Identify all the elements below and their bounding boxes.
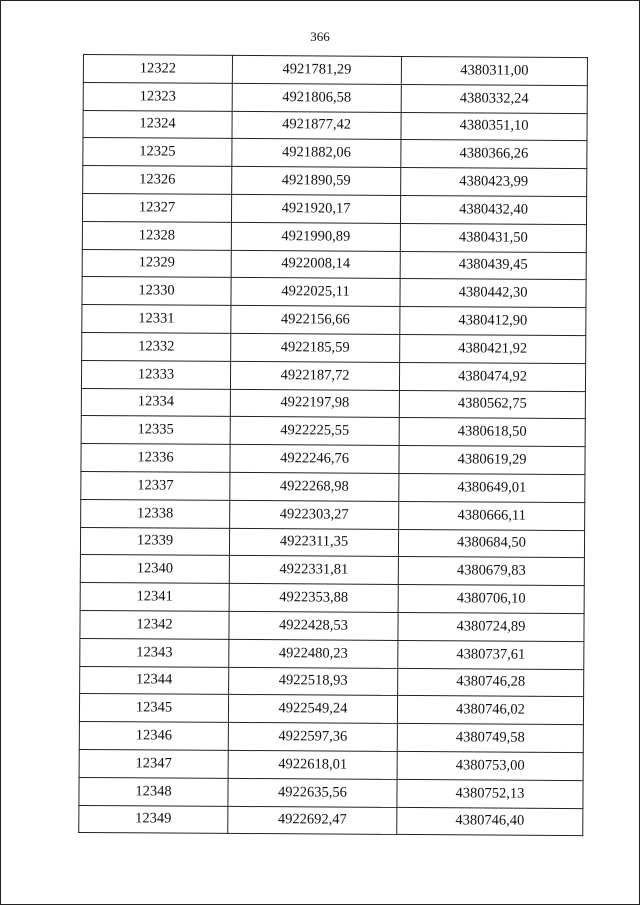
- point-number-cell: 12342: [80, 610, 229, 639]
- point-number-cell: 12328: [82, 221, 231, 250]
- x-coordinate-cell: 4922197,98: [230, 389, 399, 418]
- point-number-cell: 12340: [80, 555, 229, 584]
- y-coordinate-cell: 4380439,45: [400, 251, 586, 280]
- y-coordinate-cell: 4380618,50: [399, 418, 585, 447]
- table-row: [79, 694, 583, 725]
- y-coordinate-cell: 4380752,13: [397, 779, 583, 808]
- table-row: [82, 305, 586, 336]
- x-coordinate-cell: 4922692,47: [228, 806, 397, 835]
- table-row: [81, 444, 585, 475]
- y-coordinate-cell: 4380421,92: [400, 334, 586, 363]
- table-row: [80, 638, 584, 669]
- table-row: [80, 666, 584, 697]
- point-number-cell: 12346: [79, 722, 228, 751]
- y-coordinate-cell: 4380412,90: [400, 307, 586, 336]
- table-row: [83, 82, 587, 113]
- x-coordinate-cell: 4922268,98: [230, 472, 399, 501]
- point-number-cell: 12344: [80, 666, 229, 695]
- x-coordinate-cell: 4922156,66: [231, 306, 400, 335]
- table-row: [80, 610, 584, 641]
- point-number-cell: 12339: [80, 527, 229, 556]
- x-coordinate-cell: 4922311,35: [229, 528, 398, 557]
- point-number-cell: 12337: [81, 471, 230, 500]
- coordinates-table-body: [79, 55, 588, 836]
- table-row: [81, 388, 585, 419]
- y-coordinate-cell: 4380619,29: [399, 446, 585, 475]
- y-coordinate-cell: 4380746,02: [397, 696, 583, 725]
- x-coordinate-cell: 4921990,89: [231, 222, 400, 251]
- y-coordinate-cell: 4380679,83: [398, 557, 584, 586]
- y-coordinate-cell: 4380737,61: [398, 640, 584, 669]
- point-number-cell: 12341: [80, 583, 229, 612]
- y-coordinate-cell: 4380649,01: [399, 473, 585, 502]
- x-coordinate-cell: 4922331,81: [229, 556, 398, 585]
- x-coordinate-cell: 4921882,06: [232, 139, 401, 168]
- x-coordinate-cell: 4921877,42: [232, 111, 401, 140]
- y-coordinate-cell: 4380366,26: [401, 140, 587, 169]
- y-coordinate-cell: 4380442,30: [400, 279, 586, 308]
- point-number-cell: 12347: [79, 749, 228, 778]
- table-row: [81, 499, 585, 530]
- x-coordinate-cell: 4922353,88: [229, 584, 398, 613]
- y-coordinate-cell: 4380562,75: [399, 390, 585, 419]
- table-row: [82, 221, 586, 252]
- x-coordinate-cell: 4922549,24: [228, 695, 397, 724]
- y-coordinate-cell: 4380351,10: [401, 112, 587, 141]
- y-coordinate-cell: 4380684,50: [398, 529, 584, 558]
- point-number-cell: 12345: [79, 694, 228, 723]
- x-coordinate-cell: 4922246,76: [230, 445, 399, 474]
- x-coordinate-cell: 4922618,01: [228, 750, 397, 779]
- y-coordinate-cell: 4380332,24: [401, 84, 587, 113]
- x-coordinate-cell: 4921890,59: [232, 167, 401, 196]
- table-row: [83, 138, 587, 169]
- table-row: [82, 249, 586, 280]
- table-row: [80, 527, 584, 558]
- point-number-cell: 12325: [83, 138, 232, 167]
- page-number: 366: [310, 29, 330, 44]
- point-number-cell: 12332: [82, 332, 231, 361]
- table-row: [82, 193, 586, 224]
- point-number-cell: 12334: [81, 388, 230, 417]
- point-number-cell: 12331: [82, 305, 231, 334]
- x-coordinate-cell: 4922480,23: [229, 639, 398, 668]
- table-row: [83, 110, 587, 141]
- table-row: [82, 277, 586, 308]
- y-coordinate-cell: 4380753,00: [397, 751, 583, 780]
- y-coordinate-cell: 4380423,99: [401, 168, 587, 197]
- x-coordinate-cell: 4921806,58: [232, 83, 401, 112]
- point-number-cell: 12348: [79, 777, 228, 806]
- y-coordinate-cell: 4380311,00: [401, 56, 587, 85]
- table-row: [82, 332, 586, 363]
- point-number-cell: 12343: [80, 638, 229, 667]
- point-number-cell: 12330: [82, 277, 231, 306]
- point-number-cell: 12326: [83, 166, 232, 195]
- y-coordinate-cell: 4380431,50: [400, 223, 586, 252]
- table-row: [79, 749, 583, 780]
- table-row: [81, 360, 585, 391]
- x-coordinate-cell: 4922518,93: [229, 667, 398, 696]
- x-coordinate-cell: 4922635,56: [228, 778, 397, 807]
- x-coordinate-cell: 4922185,59: [231, 333, 400, 362]
- table-row: [80, 583, 584, 614]
- point-number-cell: 12338: [81, 499, 230, 528]
- x-coordinate-cell: 4921781,29: [232, 55, 401, 84]
- y-coordinate-cell: 4380706,10: [398, 585, 584, 614]
- table-row: [81, 471, 585, 502]
- y-coordinate-cell: 4380746,28: [398, 668, 584, 697]
- coordinates-table-wrap: [78, 54, 587, 836]
- y-coordinate-cell: 4380724,89: [398, 612, 584, 641]
- x-coordinate-cell: 4922597,36: [228, 723, 397, 752]
- y-coordinate-cell: 4380666,11: [399, 501, 585, 530]
- point-number-cell: 12327: [82, 193, 231, 222]
- table-row: [81, 416, 585, 447]
- x-coordinate-cell: 4922008,14: [231, 250, 400, 279]
- point-number-cell: 12335: [81, 416, 230, 445]
- coordinates-table: [78, 54, 588, 836]
- x-coordinate-cell: 4922428,53: [229, 611, 398, 640]
- x-coordinate-cell: 4921920,17: [231, 194, 400, 223]
- point-number-cell: 12322: [83, 55, 232, 84]
- table-row: [79, 805, 583, 836]
- x-coordinate-cell: 4922225,55: [230, 417, 399, 446]
- x-coordinate-cell: 4922025,11: [231, 278, 400, 307]
- table-row: [83, 166, 587, 197]
- point-number-cell: 12329: [82, 249, 231, 278]
- x-coordinate-cell: 4922303,27: [230, 500, 399, 529]
- point-number-cell: 12323: [83, 82, 232, 111]
- x-coordinate-cell: 4922187,72: [230, 361, 399, 390]
- y-coordinate-cell: 4380432,40: [400, 195, 586, 224]
- point-number-cell: 12349: [79, 805, 228, 834]
- table-row: [83, 55, 587, 86]
- table-row: [80, 555, 584, 586]
- y-coordinate-cell: 4380474,92: [399, 362, 585, 391]
- point-number-cell: 12324: [83, 110, 232, 139]
- table-row: [79, 777, 583, 808]
- point-number-cell: 12336: [81, 444, 230, 473]
- point-number-cell: 12333: [81, 360, 230, 389]
- y-coordinate-cell: 4380746,40: [397, 807, 583, 836]
- table-row: [79, 722, 583, 753]
- y-coordinate-cell: 4380749,58: [397, 724, 583, 753]
